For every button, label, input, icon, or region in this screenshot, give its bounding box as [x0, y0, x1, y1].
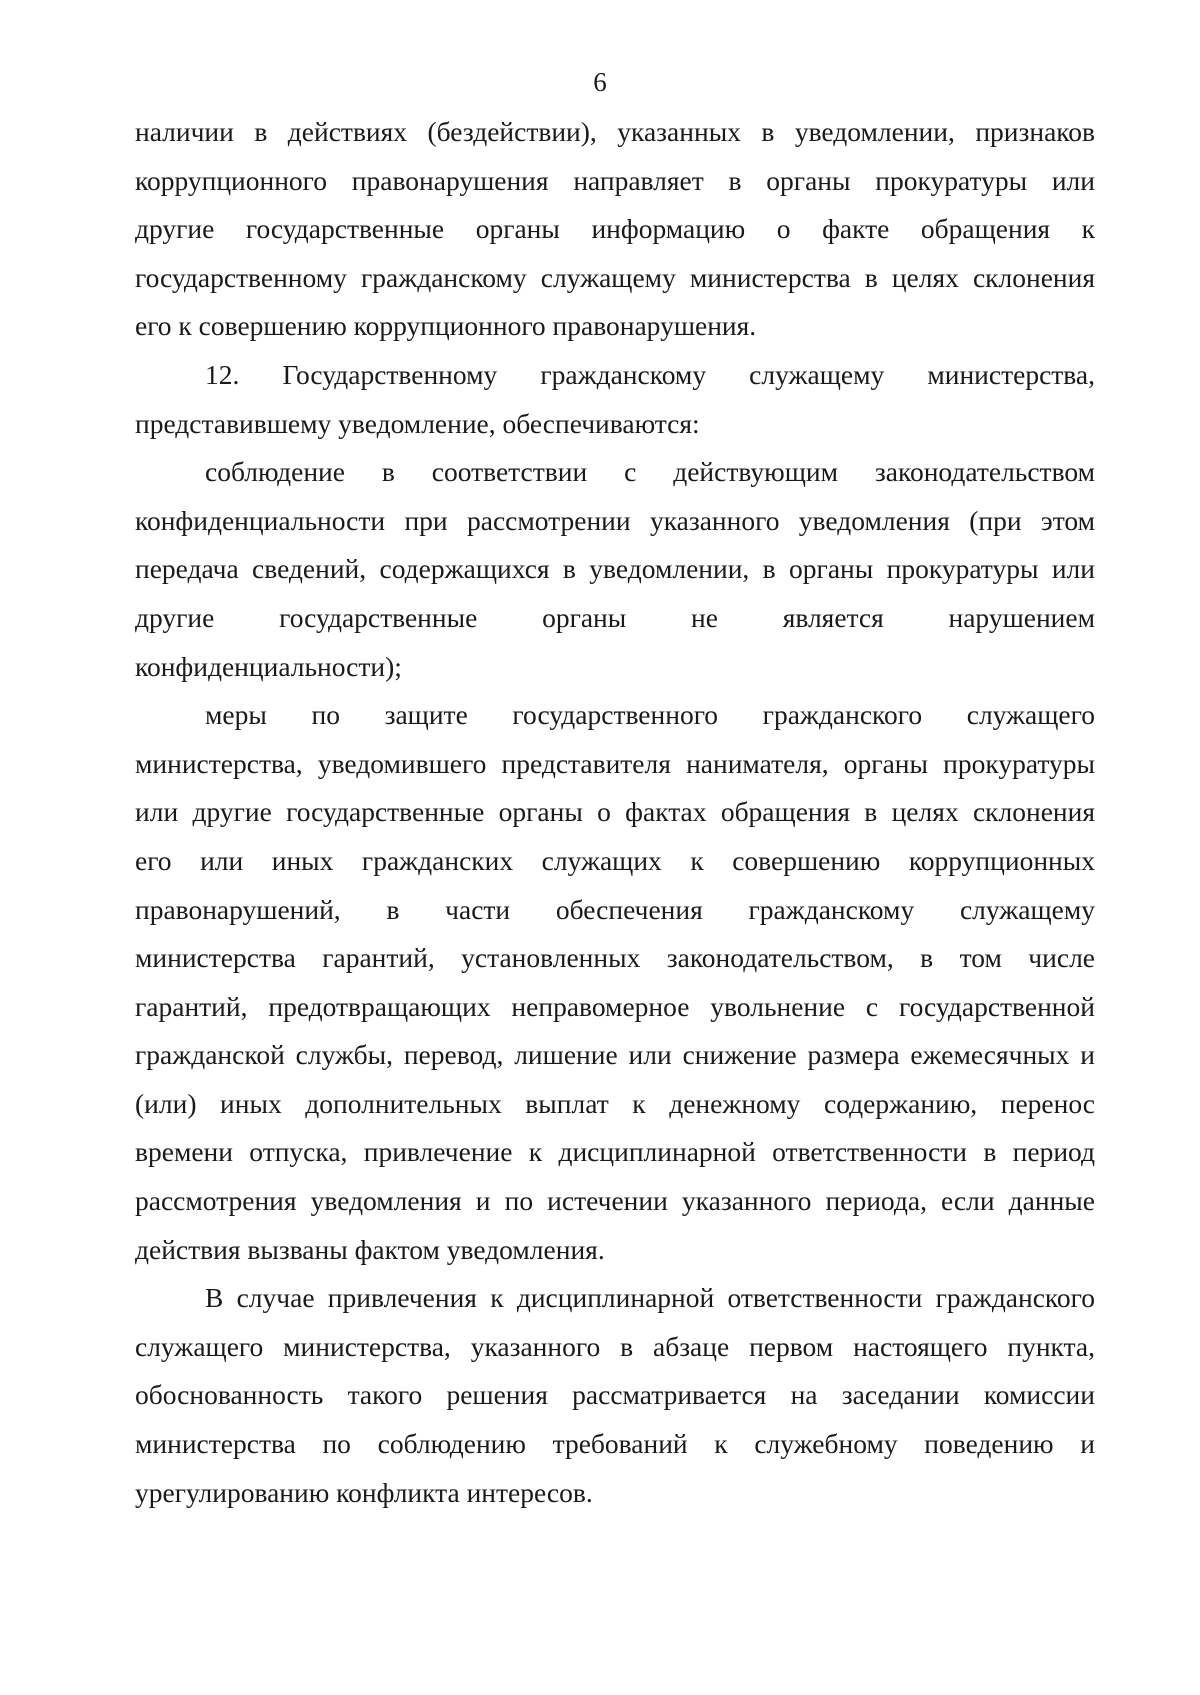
text-line: 12. Государственному гражданскому служащему министерства, — [205, 358, 1095, 390]
document-body — [135, 108, 1095, 1517]
text-line: или другие государственные органы о фактах обращения в целях склонения — [135, 796, 1095, 828]
text-line: его к совершению коррупционного правонарушения. — [135, 310, 757, 342]
text-line: урегулированию конфликта интересов. — [135, 1476, 593, 1508]
text-line: служащего министерства, указанного в абзаце первом настоящего пункта, — [135, 1330, 1095, 1362]
text-line: коррупционного правонарушения направляет в органы прокуратуры или — [135, 164, 1095, 196]
text-line: другие государственные органы информацию о факте обращения к — [135, 213, 1095, 245]
text-line: (или) иных дополнительных выплат к денежному содержанию, перенос — [135, 1087, 1095, 1119]
page-number: 6 — [593, 67, 607, 97]
text-line: действия вызваны фактом уведомления. — [135, 1233, 605, 1265]
text-line: другие государственные органы не является нарушением — [135, 601, 1095, 633]
text-line: гражданской службы, перевод, лишение или снижение размера ежемесячных и — [135, 1039, 1095, 1071]
paragraph-disciplinary — [135, 1274, 1095, 1517]
paragraph-protection-measures — [135, 691, 1095, 1274]
text-line: министерства, уведомившего представителя нанимателя, органы прокуратуры — [135, 747, 1095, 779]
text-line: обоснованность такого решения рассматривается на заседании комиссии — [135, 1379, 1095, 1411]
text-line: государственному гражданскому служащему министерства в целях склонения — [135, 261, 1095, 293]
text-line: представившему уведомление, обеспечиваются: — [135, 407, 700, 439]
paragraph-item-12 — [135, 351, 1095, 448]
text-line: соблюдение в соответствии с действующим законодательством — [205, 456, 1095, 488]
text-line: гарантий, предотвращающих неправомерное увольнение с государственной — [135, 990, 1095, 1022]
text-line: рассмотрения уведомления и по истечении указанного периода, если данные — [135, 1185, 1095, 1217]
text-line: министерства гарантий, установленных законодательством, в том числе — [135, 942, 1095, 974]
text-line: В случае привлечения к дисциплинарной ответственности гражданского — [205, 1282, 1095, 1314]
text-line: передача сведений, содержащихся в уведомлении, в органы прокуратуры или — [135, 553, 1095, 585]
paragraph-confidentiality — [135, 448, 1095, 691]
text-line: министерства по соблюдению требований к служебному поведению и — [135, 1428, 1095, 1460]
text-line: наличии в действиях (бездействии), указанных в уведомлении, признаков — [135, 116, 1095, 147]
text-line: его или иных гражданских служащих к совершению коррупционных — [135, 844, 1095, 876]
text-line: меры по защите государственного гражданского служащего — [205, 699, 1095, 731]
text-line: конфиденциальности при рассмотрении указанного уведомления (при этом — [135, 504, 1095, 536]
text-line: времени отпуска, привлечение к дисциплинарной ответственности в период — [135, 1136, 1095, 1168]
text-line: правонарушений, в части обеспечения гражданскому служащему — [135, 893, 1095, 925]
paragraph-continuation — [135, 108, 1095, 351]
text-line: конфиденциальности); — [135, 650, 402, 682]
